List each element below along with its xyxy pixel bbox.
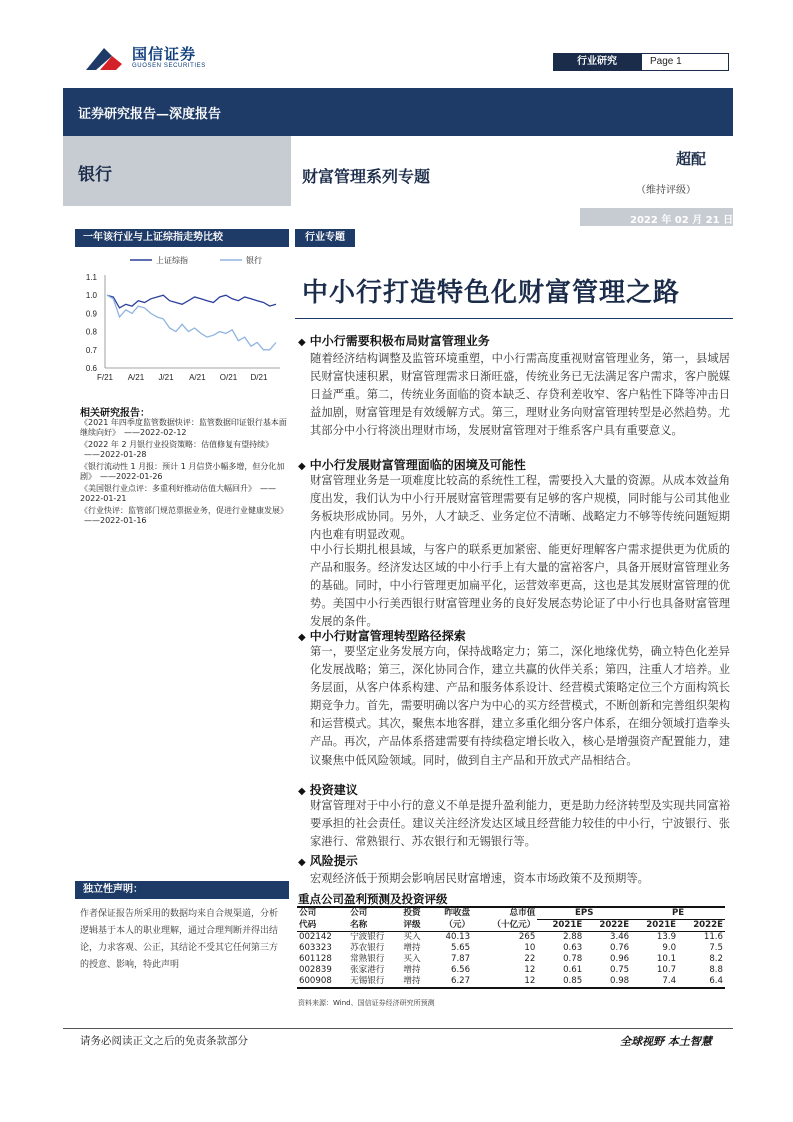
related-report-title: 《银行流动性 1 月报：预计 1 月信贷小幅多增，但分化加剧》 <box>80 462 285 481</box>
table-cell: 增持 <box>401 976 430 988</box>
table-cell: 5.65 <box>450 943 471 953</box>
table-cell: 苏农银行 <box>350 943 385 953</box>
rating-note: （维持评级） <box>636 185 696 196</box>
y-tick-label: 0.8 <box>85 327 97 337</box>
table-cell: 买入 <box>403 954 421 964</box>
page-number: Page 1 <box>641 53 729 71</box>
report-type-title: 证券研究报告—深度报告 <box>78 107 222 122</box>
table-cell: 增持 <box>403 965 421 975</box>
y-tick-label: 1.1 <box>85 273 97 282</box>
table-cell: 无锡银行 <box>348 976 401 988</box>
related-report-item <box>80 506 292 526</box>
table-cell: 40.13 <box>445 932 471 942</box>
related-report-title: 《行业快评：监管部门规范票据业务，促进行业健康发展》 <box>80 506 288 515</box>
section-paragraph: 中小行长期扎根县域，与客户的联系更加紧密、能更好理解客户需求提供更为优质的产品和服务。经济发达区域的中小行手上有大量的富裕客户，具备开展财富管理业务的基础。同时，中小行管理更加扁平化，运营效率更高，这也是其发展财富管理的优势。美国中小行美西银行财富管理业务的良好发展态势论证了中小行也具备财富管理发展的条件。 <box>310 543 730 629</box>
table-row <box>297 954 725 965</box>
series-title: 财富管理系列专题 <box>302 167 431 186</box>
y-tick-label: 0.7 <box>85 345 97 355</box>
table-cell: 0.78 <box>563 954 583 964</box>
independence-statement-title: 独立性声明： <box>75 881 289 899</box>
table-header: 2022E <box>584 920 631 932</box>
table-cell: 7.4 <box>631 976 678 988</box>
table-row <box>297 932 725 944</box>
table-cell: 9.0 <box>662 943 677 953</box>
related-report-date: ——2022-02-12 <box>124 428 187 437</box>
table-header-eps: EPS <box>537 907 631 920</box>
table-header: 2021E <box>631 920 678 932</box>
section-heading: ◆ 投资建议 <box>298 783 358 797</box>
section-heading: ◆ 中小行财富管理转型路径探索 <box>298 629 466 643</box>
table-row <box>297 943 725 954</box>
related-report-item <box>80 440 292 460</box>
rating: 超配 <box>676 150 707 168</box>
table-cell: 6.27 <box>431 976 472 988</box>
table-header: （元） <box>431 920 472 932</box>
related-report-item <box>80 484 292 504</box>
table-header: 昨收盘 <box>431 907 472 920</box>
y-tick-label: 0.6 <box>85 364 97 373</box>
table-cell: 601128 <box>299 954 332 964</box>
industry-research-tag: 行业研究 <box>553 53 641 71</box>
section-paragraph: 财富管理业务是一项难度比较高的系统性工程，需要投入大量的资源。从成本效益角度出发，我们认为中小行开展财富管理需要有足够的客户规模，同时能与公司其他业务板块形成协同。另外，人才缺乏、业务定位不清晰、战略定力不够等传统问题短期内也难有明显改观。 <box>310 474 730 542</box>
brand-name: 国信证券 <box>132 45 197 63</box>
table-cell: 0.75 <box>610 965 630 975</box>
table-header: 2021E <box>537 920 584 932</box>
x-tick-label: D/21 <box>250 373 268 382</box>
section-paragraph: 随着经济结构调整及监管环境重塑，中小行需高度重视财富管理业务，第一，县域居民财富快速积累，财富管理需求日渐旺盛，传统业务已无法满足客户需求，客户脱媒日益严重。第二，传统业务面临的资本缺乏、存贷利差收窄、客户粘性下降等冲击日益加剧，财富管理是有效缓解方式。第三，理财业务向财富管理转型是必然趋势。尤其部分中小行将淡出理财市场，发展财富管理对于维系客户具有重要意义。 <box>310 352 730 438</box>
table-cell: 0.85 <box>537 976 584 988</box>
table-cell: 买入 <box>403 932 421 942</box>
table-cell: 2.88 <box>563 932 583 942</box>
table-cell: 11.6 <box>703 932 723 942</box>
related-report-title: 《2021 年四季度监管数据快评：监管数据印证银行基本面继续向好》 <box>80 418 287 437</box>
table-cell: 8.8 <box>709 965 723 975</box>
forecast-table <box>297 906 725 989</box>
topic-tag: 行业专题 <box>295 229 355 247</box>
table-cell: 12 <box>524 965 536 975</box>
guosen-logo-icon <box>82 44 126 74</box>
y-tick-label: 0.9 <box>85 309 97 319</box>
table-cell: 张家港行 <box>350 965 385 975</box>
trend-chart <box>75 250 289 386</box>
section-heading: ◆ 中小行需要积极布局财富管理业务 <box>298 334 490 348</box>
series-line-index <box>107 295 276 308</box>
table-cell: 6.56 <box>450 965 471 975</box>
sector-name: 银行 <box>78 165 112 185</box>
legend-label: 银行 <box>246 256 262 265</box>
brand-name-en: GUOSEN SECURITIES <box>132 63 206 69</box>
table-header: 公司 <box>297 907 348 920</box>
table-header: 名称 <box>348 920 401 932</box>
legend-label: 上证综指 <box>156 256 188 265</box>
table-cell: 6.4 <box>678 976 725 988</box>
table-source: 资料来源：Wind、国信证券经济研究所预测 <box>298 999 435 1007</box>
section-paragraph: 宏观经济低于预期会影响居民财富增速，资本市场政策不及预期等。 <box>310 872 649 885</box>
title-divider <box>295 318 733 319</box>
table-cell: 0.76 <box>610 943 630 953</box>
related-report-item <box>80 462 292 482</box>
footer-disclaimer-note: 请务必阅读正文之后的免责条款部分 <box>80 1035 248 1047</box>
table-row <box>297 965 725 976</box>
section-heading: ◆ 中小行发展财富管理面临的困境及可能性 <box>298 458 526 472</box>
related-report-date: ——2022-01-28 <box>84 450 147 459</box>
footer-divider <box>63 1028 733 1029</box>
chart-title: 一年该行业与上证综指走势比较 <box>75 229 289 247</box>
series-line-bank <box>107 295 276 350</box>
main-title: 中小行打造特色化财富管理之路 <box>302 278 681 308</box>
table-cell: 0.96 <box>610 954 630 964</box>
x-tick-label: A/21 <box>189 373 206 382</box>
related-report-item <box>80 418 292 438</box>
related-report-date: ——2022-01-21 <box>80 484 276 503</box>
table-title: 重点公司盈利预测及投资评级 <box>298 892 448 906</box>
table-cell: 22 <box>524 954 536 964</box>
section-paragraph: 财富管理对于中小行的意义不单是提升盈利能力，更是助力经济转型及实现共同富裕要承担的社会责任。建议关注经济发达区域且经营能力较佳的中小行，宁波银行、张家港行、常熟银行、苏农银行和无锡银行等。 <box>310 799 730 849</box>
table-cell: 3.46 <box>610 932 630 942</box>
table-cell: 宁波银行 <box>350 932 385 942</box>
table-header: 代码 <box>297 920 348 932</box>
table-cell: 600908 <box>297 976 348 988</box>
related-report-date: ——2022-01-26 <box>100 472 163 481</box>
table-header: 投资 <box>401 907 430 920</box>
table-cell: 002142 <box>299 932 332 942</box>
table-header-pe: PE <box>631 907 725 920</box>
table-cell: 8.2 <box>709 954 723 964</box>
table-header: （十亿元） <box>472 920 537 932</box>
table-header: 评级 <box>401 920 430 932</box>
table-cell: 603323 <box>299 943 332 953</box>
table-cell: 常熟银行 <box>350 954 385 964</box>
table-cell: 265 <box>518 932 536 942</box>
y-tick-label: 1.0 <box>85 291 97 301</box>
table-cell: 0.63 <box>563 943 583 953</box>
table-cell: 7.5 <box>709 943 723 953</box>
table-header: 2022E <box>678 920 725 932</box>
table-cell: 002839 <box>299 965 332 975</box>
report-date: 2022 年 02 月 21 日 <box>630 215 734 226</box>
footer-slogan: 全球视野 本土智慧 <box>620 1035 712 1048</box>
table-cell: 13.9 <box>656 932 677 942</box>
table-cell: 0.98 <box>584 976 631 988</box>
x-tick-label: O/21 <box>219 373 238 382</box>
related-report-title: 《2022 年 2 月银行业投资策略：估值修复有望持续》 <box>80 440 274 449</box>
related-report-title: 《美国银行业点评：多重利好推动估值大幅回升》 <box>80 484 256 493</box>
table-row <box>297 976 725 988</box>
x-tick-label: A/21 <box>127 373 145 382</box>
table-cell: 10 <box>524 943 536 953</box>
related-report-date: ——2022-01-16 <box>84 516 147 525</box>
table-cell: 10.1 <box>656 954 677 964</box>
independence-statement: 作者保证报告所采用的数据均来自合规渠道，分析逻辑基于本人的职业理解，通过合理判断并得出结论，力求客观、公正，其结论不受其它任何第三方的授意、影响，特此声明 <box>80 909 279 970</box>
table-cell: 10.7 <box>656 965 677 975</box>
x-tick-label: F/21 <box>97 373 114 382</box>
section-paragraph: 第一，要坚定业务发展方向，保持战略定力；第二，深化地缘优势，确立特色化差异化发展战略；第三，深化协同合作，建立共赢的伙伴关系；第四，注重人才培养。业务层面，从客户体系构建、产品和服务体系设计、经营模式策略定位三个方面构筑长期竞争力。首先，需要明确以客户为中心的买方经营模式，不断创新和完善组织架构和运营模式。其次，聚焦本地客群，建立多重化细分客户体系，在细分领域打造拳头产品。再次，产品体系搭建需要有持续稳定增长收入，核心是增强资产配置能力，建议聚焦中低风险领域。同时，做到自主产品和开放式产品相结合。 <box>310 645 730 767</box>
table-cell: 12 <box>472 976 537 988</box>
related-reports-title: 相关研究报告： <box>80 408 150 419</box>
table-cell: 7.87 <box>450 954 471 964</box>
table-header: 总市值 <box>472 907 537 920</box>
table-cell: 增持 <box>403 943 421 953</box>
table-header: 公司 <box>348 907 401 920</box>
x-tick-label: J/21 <box>158 373 174 382</box>
section-heading: ◆ 风险提示 <box>298 854 358 868</box>
table-cell: 0.61 <box>563 965 583 975</box>
